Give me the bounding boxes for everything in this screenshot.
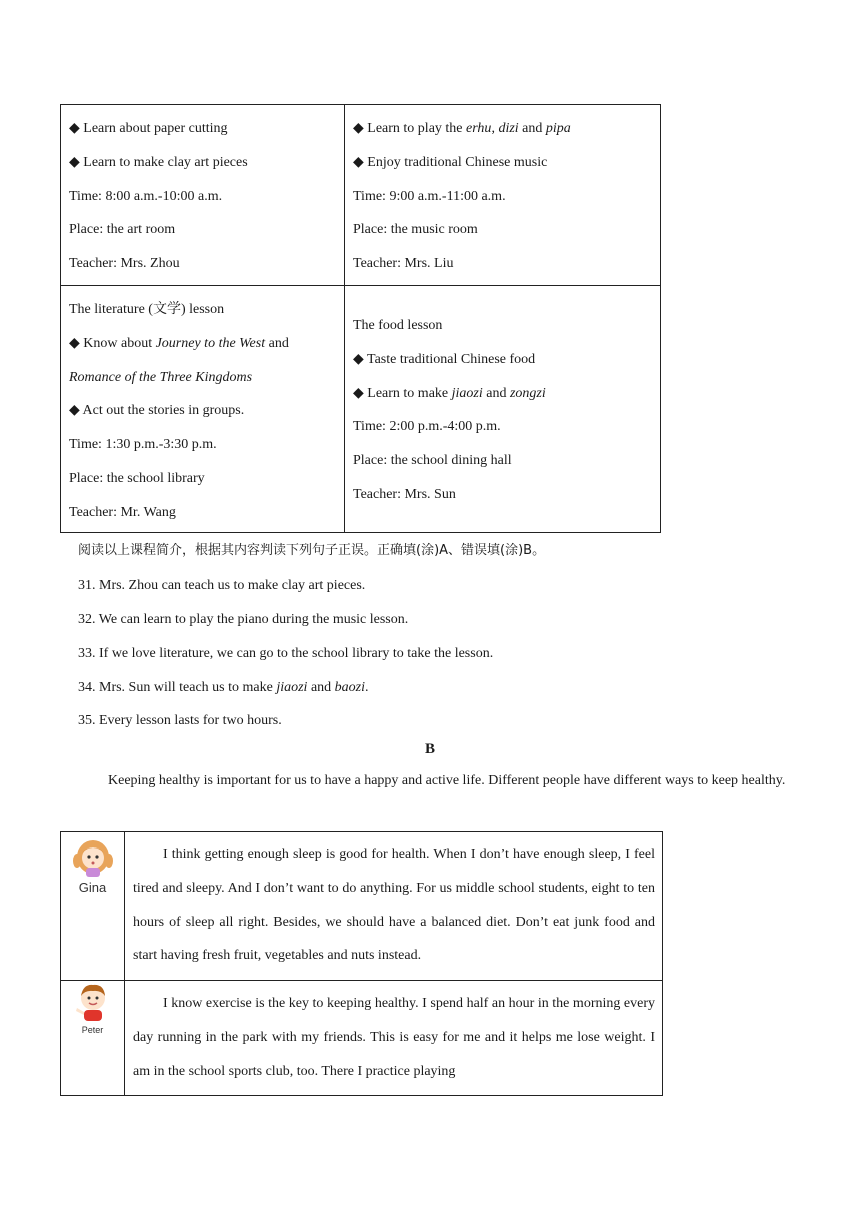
question-32: 32. We can learn to play the piano during the music lesson. <box>78 612 409 627</box>
instruction-text: 阅读以上课程简介，根据其内容判读下列句子正误。正确填(涂)A、错误填(涂)B。 <box>78 543 546 558</box>
person-paragraph: I think getting enough sleep is good for health. When I don’t have enough sleep, I feel tired and sleepy. And I don’t want to do anything. For us middle school students, eight to ten hours of sleep all right. Besides, we should have a balanced diet. Don’t eat junk food and start having fresh fruit, vegetables and nuts instead. <box>133 847 655 964</box>
girl-avatar-icon <box>71 833 115 877</box>
food-lesson-cell <box>345 286 661 533</box>
boy-avatar-icon <box>73 982 113 1022</box>
lesson-title: The literature (文学) lesson <box>69 302 225 317</box>
lesson-time: Time: 8:00 a.m.-10:00 a.m. <box>69 188 223 204</box>
table-row <box>61 832 663 981</box>
list-item-continued: Romance of the Three Kingdoms <box>69 369 253 385</box>
lesson-teacher: Teacher: Mrs. Sun <box>353 486 456 502</box>
section-intro: Keeping healthy is important for us to have a happy and active life. Different people have different ways to keep healthy. <box>108 773 786 788</box>
lesson-time: Time: 1:30 p.m.-3:30 p.m. <box>69 437 217 453</box>
lesson-place: Place: the music room <box>353 222 478 238</box>
avatar-cell <box>61 832 125 981</box>
avatar-name: Peter <box>81 1025 104 1035</box>
list-item: ◆ Enjoy traditional Chinese music <box>353 154 548 170</box>
question-31: 31. Mrs. Zhou can teach us to make clay art pieces. <box>78 578 366 593</box>
question-35: 35. Every lesson lasts for two hours. <box>78 713 282 728</box>
lesson-place: Place: the school library <box>69 470 205 486</box>
literature-lesson-cell <box>61 286 345 533</box>
lesson-teacher: Teacher: Mr. Wang <box>69 504 176 520</box>
people-table <box>60 831 663 1096</box>
lesson-teacher: Teacher: Mrs. Liu <box>353 256 454 272</box>
list-item: ◆ Act out the stories in groups. <box>69 403 245 419</box>
person-text-cell <box>125 832 663 981</box>
avatar-cell <box>61 981 125 1096</box>
lesson-place: Place: the art room <box>69 222 176 238</box>
list-item: ◆ Learn to play the erhu, dizi and pipa <box>353 121 571 136</box>
lesson-title: The food lesson <box>353 318 443 333</box>
question-33: 33. If we love literature, we can go to the school library to take the lesson. <box>78 646 494 661</box>
lesson-teacher: Teacher: Mrs. Zhou <box>69 256 180 272</box>
person-text-cell <box>125 981 663 1096</box>
question-34: 34. Mrs. Sun will teach us to make jiaozi and baozi. <box>78 680 369 695</box>
table-row <box>61 981 663 1096</box>
lessons-table <box>60 104 661 533</box>
section-heading: B <box>424 741 435 757</box>
table-row <box>61 105 661 286</box>
avatar <box>71 833 115 895</box>
art-lesson-cell <box>61 105 345 286</box>
lesson-time: Time: 2:00 p.m.-4:00 p.m. <box>353 419 501 435</box>
list-item: ◆ Taste traditional Chinese food <box>353 351 536 367</box>
list-item: ◆ Know about Journey to the West and <box>69 335 289 351</box>
list-item: ◆ Learn to make jiaozi and zongzi <box>353 385 546 401</box>
avatar <box>73 982 113 1035</box>
lesson-place: Place: the school dining hall <box>353 453 512 469</box>
avatar-name: Gina <box>78 880 107 895</box>
table-row <box>61 286 661 533</box>
person-paragraph: I know exercise is the key to keeping healthy. I spend half an hour in the morning every day running in the park with my friends. This is easy for me and it helps me lose weight. I am in the school sports club, too. There I practice playing <box>133 996 655 1079</box>
lesson-time: Time: 9:00 a.m.-11:00 a.m. <box>353 188 506 204</box>
list-item: ◆ Learn about paper cutting <box>69 121 228 136</box>
list-item: ◆ Learn to make clay art pieces <box>69 154 248 170</box>
music-lesson-cell <box>345 105 661 286</box>
